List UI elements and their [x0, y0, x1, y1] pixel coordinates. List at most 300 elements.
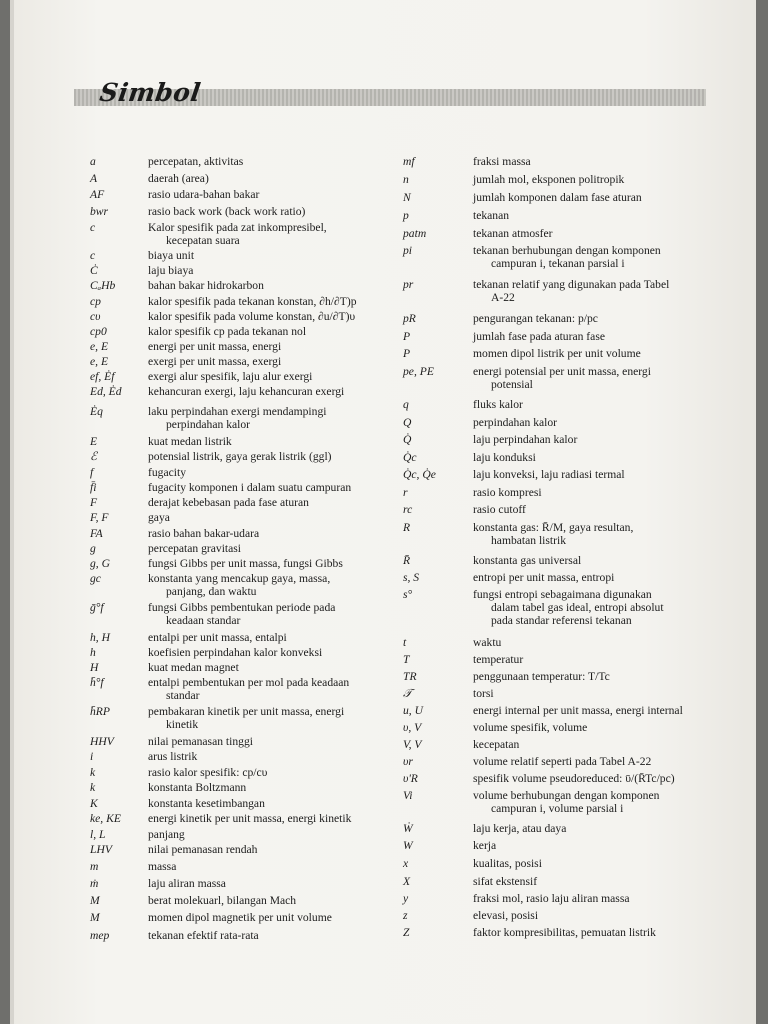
symbol-entry	[403, 209, 509, 222]
symbol-definition	[148, 435, 232, 448]
definition-line: rasio kalor spesifik: cp/cυ	[148, 766, 268, 779]
definition-line: fugacity	[148, 466, 186, 479]
definition-line: panjang, dan waktu	[166, 585, 257, 598]
definition-line: kualitas, posisi	[473, 857, 542, 870]
symbol-entry	[403, 278, 669, 304]
symbol-entry	[90, 205, 305, 218]
symbol-entry	[403, 687, 494, 700]
definition-line: fungsi Gibbs pembentukan periode pada	[148, 601, 336, 614]
symbol-entry	[403, 839, 496, 852]
definition-line: fungsi Gibbs per unit massa, fungsi Gibbs	[148, 557, 343, 570]
definition-line: fraksi massa	[473, 155, 531, 168]
symbol-definition	[473, 398, 523, 411]
symbol-term: Q̇c	[403, 451, 417, 464]
symbol-entry	[90, 877, 226, 890]
symbol-term: υ'R	[403, 772, 418, 785]
definition-line: penggunaan temperatur: T/Tc	[473, 670, 610, 683]
definition-line: biaya unit	[148, 249, 195, 262]
definition-line: laju perpindahan kalor	[473, 433, 578, 446]
symbol-entry	[90, 705, 344, 731]
symbol-term: pr	[403, 278, 414, 291]
symbol-definition	[148, 911, 332, 924]
symbol-term: k	[90, 766, 96, 779]
definition-line: pengurangan tekanan: p/pc	[473, 312, 598, 325]
symbol-entry	[403, 503, 526, 516]
symbol-entry	[90, 542, 241, 555]
symbol-entry	[403, 738, 519, 751]
symbol-definition	[473, 227, 553, 240]
symbol-term: g, G	[90, 557, 110, 570]
document-page	[10, 0, 756, 1024]
definition-line: momen dipol listrik per unit volume	[473, 347, 641, 360]
symbol-term: Ed, Ėd	[90, 385, 122, 398]
symbol-definition	[148, 542, 241, 555]
symbol-entry	[90, 385, 344, 398]
definition-line: faktor kompresibilitas, pemuatan listrik	[473, 926, 656, 939]
symbol-term: gc	[90, 572, 101, 585]
definition-line: waktu	[473, 636, 502, 649]
symbol-definition	[148, 481, 351, 494]
symbol-term: F, F	[90, 511, 109, 524]
definition-line: entropi per unit massa, entropi	[473, 571, 615, 584]
symbol-definition	[473, 503, 526, 516]
symbol-definition	[148, 929, 259, 942]
symbol-term: R̄	[403, 554, 411, 567]
symbol-entry	[403, 398, 523, 411]
definition-line: kalor spesifik pada volume konstan, ∂u/∂T)υ	[148, 310, 356, 323]
symbol-definition	[473, 755, 651, 768]
symbol-definition	[148, 340, 281, 353]
symbol-entry	[403, 875, 537, 888]
definition-line: kalor spesifik cp pada tekanan nol	[148, 325, 307, 338]
symbol-definition	[473, 738, 519, 751]
symbol-entry	[90, 370, 312, 383]
symbol-definition	[148, 295, 357, 308]
symbol-entry	[90, 435, 232, 448]
symbol-entry	[90, 781, 246, 794]
symbol-definition	[473, 365, 651, 391]
definition-line: laju aliran massa	[148, 877, 226, 890]
symbol-term: u, U	[403, 704, 423, 717]
symbol-entry	[403, 653, 523, 666]
definition-line: energi potensial per unit massa, energi	[473, 365, 651, 378]
definition-line: volume spesifik, volume	[473, 721, 588, 734]
symbol-entry	[90, 325, 306, 338]
symbol-term: CₐHb	[90, 279, 116, 292]
symbol-term: r	[403, 486, 408, 499]
symbol-entry	[403, 588, 664, 627]
definition-line: energi internal per unit massa, energi internal	[473, 704, 683, 717]
symbol-term: i	[90, 750, 94, 763]
symbol-definition	[148, 781, 246, 794]
symbol-term: ℰ	[90, 450, 98, 463]
symbol-term: g	[90, 542, 96, 555]
symbol-term: FA	[90, 527, 103, 540]
symbol-entry	[403, 571, 614, 584]
definition-line: tekanan berhubungan dengan komponen	[473, 244, 661, 257]
symbol-term: n	[403, 173, 409, 186]
symbol-term: TR	[403, 670, 417, 683]
symbol-definition	[473, 244, 661, 270]
symbol-entry	[403, 822, 566, 835]
symbol-definition	[148, 631, 287, 644]
symbol-entry	[403, 926, 656, 939]
symbol-definition	[473, 433, 577, 446]
definition-line: fraksi mol, rasio laju aliran massa	[473, 892, 630, 905]
symbol-definition	[148, 812, 351, 825]
definition-line: elevasi, posisi	[473, 909, 539, 922]
symbol-entry	[403, 486, 542, 499]
definition-line: laju biaya	[148, 264, 194, 277]
symbol-definition	[473, 789, 659, 815]
symbol-term: t	[403, 636, 407, 649]
symbol-term: Z	[403, 926, 410, 939]
symbol-term: p	[403, 209, 409, 222]
symbol-entry	[90, 249, 194, 262]
symbol-definition	[473, 926, 656, 939]
definition-line: rasio back work (back work ratio)	[148, 205, 306, 218]
symbol-entry	[90, 264, 193, 277]
symbol-term: E	[90, 435, 98, 448]
symbol-definition	[148, 355, 281, 368]
symbol-term: HHV	[90, 735, 114, 748]
definition-line: berat molekuarl, bilangan Mach	[148, 894, 297, 907]
symbol-entry	[90, 557, 343, 570]
symbol-entry	[90, 511, 170, 524]
definition-line: temperatur	[473, 653, 524, 666]
symbol-term: R	[403, 521, 411, 534]
symbol-term: LHV	[90, 843, 112, 856]
definition-line: Kalor spesifik pada zat inkompresibel,	[148, 221, 327, 234]
definition-line: volume relatif seperti pada Tabel A-22	[473, 755, 652, 768]
symbol-definition	[148, 172, 209, 185]
symbol-entry	[90, 481, 351, 494]
symbol-term: N	[403, 191, 411, 204]
symbol-term: cυ	[90, 310, 101, 323]
symbol-definition	[473, 521, 633, 547]
symbol-entry	[403, 244, 661, 270]
symbol-entry	[403, 227, 553, 240]
symbol-term: ṁ	[90, 877, 99, 890]
symbol-term: pR	[403, 312, 416, 325]
definition-line: laju konduksi	[473, 451, 536, 464]
symbol-definition	[473, 653, 523, 666]
symbol-term: H	[90, 661, 99, 674]
symbol-entry	[90, 466, 186, 479]
definition-line: fluks kalor	[473, 398, 523, 411]
symbol-definition	[473, 822, 566, 835]
symbol-entry	[403, 173, 624, 186]
symbol-term: W	[403, 839, 413, 852]
symbol-definition	[473, 312, 598, 325]
symbol-definition	[148, 894, 296, 907]
symbol-definition	[148, 511, 170, 524]
symbol-term: cp0	[90, 325, 107, 338]
symbol-definition	[473, 721, 587, 734]
symbol-definition	[473, 772, 675, 785]
symbol-term: M	[90, 894, 100, 907]
symbol-definition	[148, 221, 327, 247]
symbol-term: f	[90, 466, 94, 479]
symbol-term: Ėq	[90, 405, 103, 418]
symbol-entry	[403, 330, 605, 343]
definition-line: kinetik	[166, 718, 199, 731]
symbol-definition	[473, 173, 624, 186]
symbol-definition	[473, 636, 501, 649]
symbol-definition	[148, 661, 239, 674]
definition-line: jumlah fase pada aturan fase	[473, 330, 605, 343]
symbol-term: h̄RP	[90, 705, 110, 718]
symbol-term: e, E	[90, 340, 109, 353]
symbol-term: bwr	[90, 205, 109, 218]
symbol-definition	[148, 279, 264, 292]
symbol-definition	[148, 646, 322, 659]
definition-line: pembakaran kinetik per unit massa, energi	[148, 705, 345, 718]
definition-line: laju kerja, atau daya	[473, 822, 567, 835]
definition-line: spesifik volume pseudoreduced: ῡ/(R̄Tc/pc)	[473, 772, 675, 785]
definition-line: kehancuran exergi, laju kehancuran exergi	[148, 385, 345, 398]
symbol-entry	[403, 636, 501, 649]
symbol-term: h̄°f	[90, 676, 104, 689]
symbol-entry	[403, 857, 542, 870]
symbol-definition	[473, 451, 536, 464]
symbol-definition	[148, 843, 257, 856]
definition-line: kecepatan suara	[166, 234, 240, 247]
symbol-entry	[403, 365, 651, 391]
symbol-entry	[90, 750, 197, 763]
symbol-term: k	[90, 781, 96, 794]
symbol-term: Vi	[403, 789, 413, 802]
definition-line: kerja	[473, 839, 497, 852]
symbol-term: s°	[403, 588, 413, 601]
definition-line: entalpi pembentukan per mol pada keadaan	[148, 676, 350, 689]
symbol-entry	[90, 310, 355, 323]
symbol-term: K	[90, 797, 98, 810]
symbol-definition	[148, 405, 326, 431]
definition-line: kalor spesifik pada tekanan konstan, ∂h/∂T)p	[148, 295, 357, 308]
symbol-definition	[473, 670, 610, 683]
symbol-entry	[403, 521, 633, 547]
symbol-entry	[90, 735, 253, 748]
definition-line: daerah (area)	[148, 172, 209, 185]
definition-line: fungsi entropi sebagaimana digunakan	[473, 588, 652, 601]
definition-line: torsi	[473, 687, 494, 700]
symbol-definition	[473, 687, 494, 700]
definition-line: exergi alur spesifik, laju alur exergi	[148, 370, 313, 383]
symbol-term: ke, KE	[90, 812, 121, 825]
symbol-definition	[473, 588, 664, 627]
definition-line: fugacity komponen i dalam suatu campuran	[148, 481, 352, 494]
definition-line: momen dipol magnetik per unit volume	[148, 911, 332, 924]
symbol-entry	[403, 755, 651, 768]
definition-line: laju konveksi, laju radiasi termal	[473, 468, 625, 481]
symbol-entry	[403, 468, 625, 481]
symbol-term: pi	[403, 244, 413, 257]
symbol-definition	[148, 466, 186, 479]
definition-line: massa	[148, 860, 177, 873]
symbol-entry	[90, 843, 257, 856]
definition-line: perpindahan kalor	[166, 418, 251, 431]
symbol-entry	[90, 631, 287, 644]
definition-line: tekanan	[473, 209, 510, 222]
symbol-term: mep	[90, 929, 110, 942]
symbol-definition	[473, 191, 642, 204]
symbol-entry	[403, 155, 531, 168]
definition-line: jumlah komponen dalam fase aturan	[473, 191, 642, 204]
page-edge	[10, 0, 14, 1024]
symbol-definition	[148, 527, 259, 540]
definition-line: konstanta kesetimbangan	[148, 797, 265, 810]
symbol-entry	[403, 670, 610, 683]
symbol-entry	[403, 909, 538, 922]
definition-line: panjang	[148, 828, 185, 841]
symbol-entry	[403, 433, 577, 446]
symbol-definition	[148, 750, 197, 763]
symbol-definition	[473, 839, 496, 852]
symbol-definition	[473, 704, 683, 717]
symbol-entry	[90, 601, 335, 627]
symbol-definition	[473, 892, 629, 905]
symbol-term: pe, PE	[403, 365, 434, 378]
symbol-entry	[90, 405, 326, 431]
symbol-term: Q̇	[403, 433, 412, 446]
definition-line: kecepatan	[473, 738, 520, 751]
symbol-entry	[403, 789, 659, 815]
symbol-definition	[473, 571, 614, 584]
definition-line: konstanta gas: R̄/M, gaya resultan,	[473, 521, 634, 534]
symbol-entry	[403, 704, 683, 717]
definition-line: rasio bahan bakar-udara	[148, 527, 260, 540]
symbol-term: F	[90, 496, 98, 509]
symbol-term: Q̇c, Q̇e	[403, 468, 436, 481]
symbol-definition	[473, 554, 581, 567]
definition-line: bahan bakar hidrokarbon	[148, 279, 264, 292]
symbol-entry	[90, 450, 332, 463]
symbol-definition	[473, 416, 557, 429]
symbol-entry	[90, 295, 357, 308]
symbol-entry	[403, 892, 629, 905]
definition-line: sifat ekstensif	[473, 875, 538, 888]
symbol-definition	[473, 347, 641, 360]
symbol-term: f̄i	[90, 481, 97, 494]
definition-line: tekanan relatif yang digunakan pada Tabel	[473, 278, 670, 291]
symbol-entry	[403, 312, 598, 325]
definition-line: hambatan listrik	[491, 534, 567, 547]
symbol-term: υr	[403, 755, 413, 768]
symbol-term: 𝒯	[403, 687, 412, 700]
symbol-term: ḡ°f	[90, 601, 104, 614]
definition-line: gaya	[148, 511, 170, 524]
symbol-definition	[148, 572, 330, 598]
symbol-definition	[473, 330, 605, 343]
definition-line: perpindahan kalor	[473, 416, 558, 429]
symbol-entry	[90, 279, 264, 292]
symbol-entry	[403, 721, 587, 734]
definition-line: nilai pemanasan tinggi	[148, 735, 253, 748]
symbol-term: a	[90, 155, 96, 168]
symbol-entry	[90, 155, 243, 168]
symbol-term: Ẇ	[403, 822, 413, 835]
definition-line: potensial	[491, 378, 533, 391]
definition-line: rasio kompresi	[473, 486, 542, 499]
symbol-term: h	[90, 646, 96, 659]
symbol-term: mf	[403, 155, 415, 168]
symbol-definition	[148, 370, 312, 383]
symbol-term: y	[403, 892, 409, 905]
symbol-term: x	[403, 857, 409, 870]
symbol-entry	[90, 646, 322, 659]
symbol-definition	[148, 766, 267, 779]
symbol-term: m	[90, 860, 99, 873]
symbol-term: T	[403, 653, 410, 666]
definition-line: derajat kebebasan pada fase aturan	[148, 496, 309, 509]
symbol-term: c	[90, 221, 96, 234]
symbol-entry	[90, 812, 351, 825]
symbol-term: l, L	[90, 828, 106, 841]
symbol-term: cp	[90, 295, 101, 308]
definition-line: nilai pemanasan rendah	[148, 843, 258, 856]
definition-line: arus listrik	[148, 750, 198, 763]
symbol-term: rc	[403, 503, 413, 516]
symbol-term: ef, Ėf	[90, 370, 115, 383]
symbol-definition	[148, 828, 185, 841]
definition-line: jumlah mol, eksponen politropik	[473, 173, 625, 186]
symbol-definition	[473, 155, 531, 168]
symbol-term: h, H	[90, 631, 110, 644]
symbol-term: e, E	[90, 355, 109, 368]
definition-line: energi kinetik per unit massa, energi kinetik	[148, 812, 352, 825]
symbol-term: q	[403, 398, 409, 411]
symbol-definition	[148, 877, 226, 890]
definition-line: standar	[166, 689, 200, 702]
symbol-entry	[90, 355, 281, 368]
symbol-entry	[90, 797, 265, 810]
symbol-definition	[473, 468, 625, 481]
symbol-definition	[148, 735, 253, 748]
symbol-entry	[90, 828, 185, 841]
symbol-entry	[90, 188, 259, 201]
symbol-definition	[148, 264, 193, 277]
definition-line: tekanan atmosfer	[473, 227, 553, 240]
symbol-definition	[148, 205, 305, 218]
section-header	[74, 78, 706, 110]
symbol-term: patm	[403, 227, 427, 240]
definition-line: percepatan gravitasi	[148, 542, 242, 555]
definition-line: koefisien perpindahan kalor konveksi	[148, 646, 323, 659]
symbol-definition	[473, 909, 538, 922]
symbol-entry	[90, 911, 332, 924]
symbol-term: P	[403, 330, 411, 343]
definition-line: exergi per unit massa, exergi	[148, 355, 282, 368]
symbol-term: c	[90, 249, 96, 262]
definition-line: entalpi per unit massa, entalpi	[148, 631, 287, 644]
definition-line: tekanan efektif rata-rata	[148, 929, 259, 942]
definition-line: dalam tabel gas ideal, entropi absolut	[491, 601, 664, 614]
symbol-entry	[90, 676, 349, 702]
symbol-definition	[148, 676, 349, 702]
definition-line: potensial listrik, gaya gerak listrik (ggl)	[148, 450, 332, 463]
symbol-term: s, S	[403, 571, 420, 584]
symbol-entry	[90, 894, 296, 907]
symbol-definition	[148, 860, 176, 873]
symbol-entry	[90, 661, 239, 674]
symbol-definition	[148, 557, 343, 570]
definition-line: rasio cutoff	[473, 503, 526, 516]
symbol-definition	[473, 278, 669, 304]
symbol-definition	[148, 310, 355, 323]
definition-line: kuat medan listrik	[148, 435, 232, 448]
symbol-entry	[90, 340, 281, 353]
